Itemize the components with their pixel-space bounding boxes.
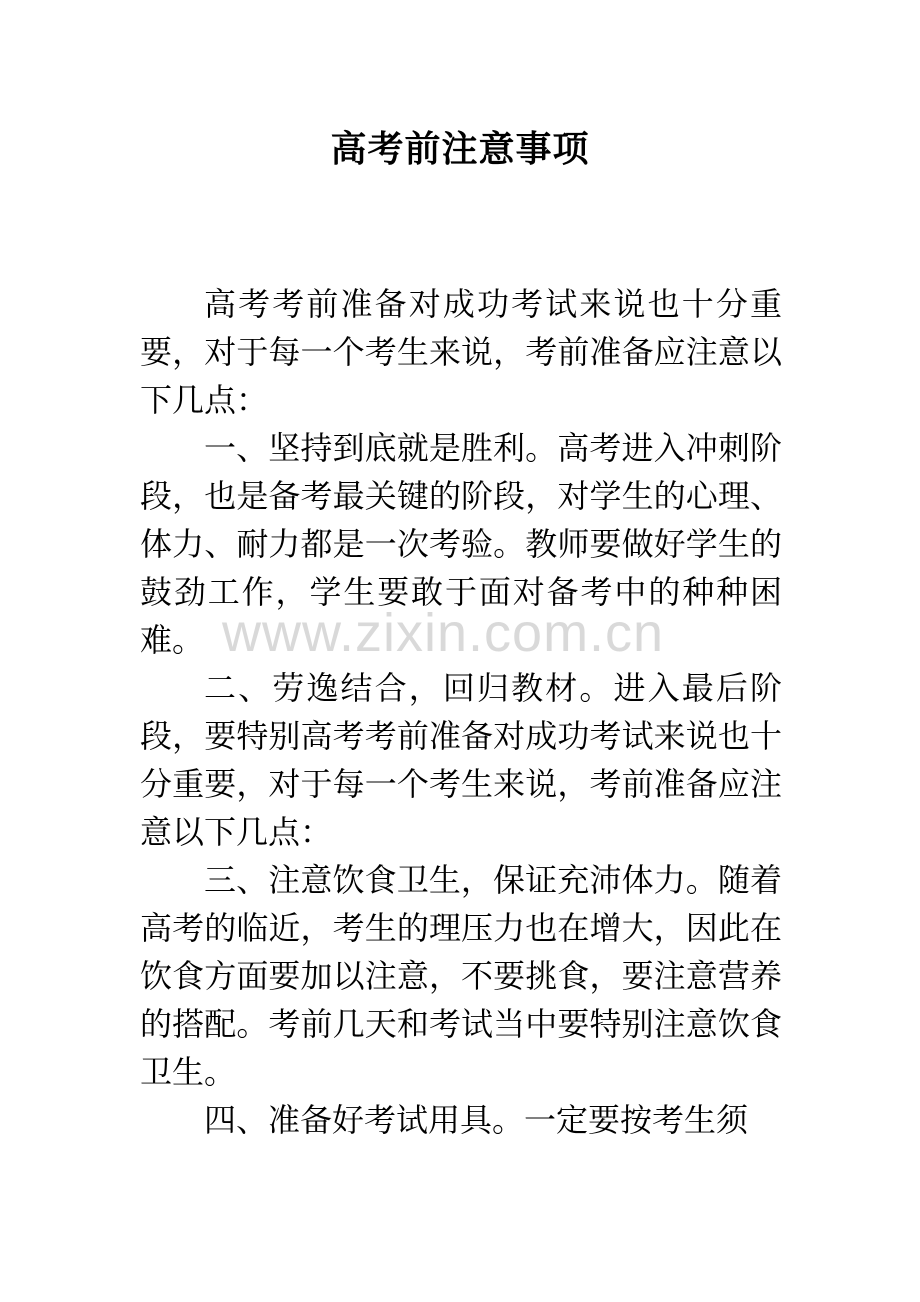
document-title: 高考前注意事项 xyxy=(330,128,590,170)
paragraph-point-4: 四、准备好考试用具。一定要按考生须 xyxy=(204,1101,749,1139)
paragraph-point-2: 二、劳逸结合，回归教材。进入最后阶段，要特别高考考前准备对成功考试来说也十分重要，对于每一个考生来说，考前准备应注意以下几点： xyxy=(140,669,782,851)
paragraph-point-3: 三、注意饮食卫生，保证充沛体力。随着高考的临近，考生的理压力也在增大，因此在饮食方面要加以注意，不要挑食，要注意营养的搭配。考前几天和考试当中要特别注意饮食卫生。 xyxy=(140,861,782,1091)
paragraph-point-1: 一、坚持到底就是胜利。高考进入冲刺阶段，也是备考最关键的阶段，对学生的心理、体力、耐力都是一次考验。教师要做好学生的鼓劲工作，学生要敢于面对备考中的种种困难。 xyxy=(140,429,782,659)
watermark: www.zixin.com.cn xyxy=(222,603,665,663)
paragraph-intro: 高考考前准备对成功考试来说也十分重要，对于每一个考生来说，考前准备应注意以下几点： xyxy=(140,285,782,419)
document-body xyxy=(140,280,782,1144)
